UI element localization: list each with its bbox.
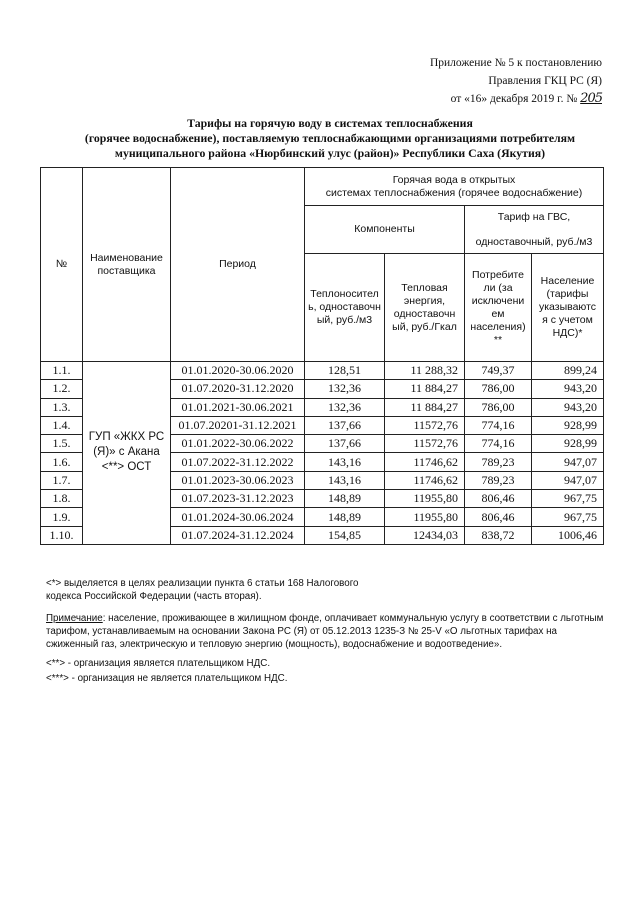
resolution-number: 205 [580,91,602,106]
header-components: Компоненты [305,206,465,254]
footnote-vat-payer: <**> - организация является плательщиком НДС. [46,658,271,669]
footnote-non-vat-payer: <***> - организация не является плательщиком НДС. [46,673,288,684]
row-num: 1.6. [41,453,83,471]
row-consumers: 789,23 [465,453,532,471]
header-group-line-1: Горячая вода в открытых [392,173,516,186]
row-period: 01.07.2024-31.12.2024 [171,526,305,544]
row-population: 967,75 [532,508,604,526]
document-title [60,116,600,161]
row-num: 1.3. [41,398,83,416]
appendix-line-2: Правления ГКЦ РС (Я) [488,75,602,87]
row-population: 1006,46 [532,526,604,544]
row-consumers: 774,16 [465,435,532,453]
row-num: 1.2. [41,380,83,398]
supplier-name: ГУП «ЖКХ РС (Я)» с Акана <**> ОСТ [83,362,171,545]
title-line-2: (горячее водоснабжение), поставляемую теплоснабжающими организациями потребителям [84,131,576,145]
row-carrier: 154,85 [305,526,385,544]
row-carrier: 128,51 [305,362,385,380]
header-carrier: Теплоносител ь, одноставочн ый, руб./м3 [305,254,385,362]
row-period: 01.01.2020-30.06.2020 [171,362,305,380]
row-consumers: 789,23 [465,471,532,489]
header-consumers: Потребите ли (за исключени ем населения) ** [465,254,532,362]
header-group [305,168,604,206]
header-num: № [41,168,83,362]
row-carrier: 132,36 [305,398,385,416]
row-consumers: 806,46 [465,508,532,526]
row-carrier: 148,89 [305,490,385,508]
title-line-1: Тарифы на горячую воду в системах теплоснабжения [187,116,473,130]
row-num: 1.5. [41,435,83,453]
row-energy: 11572,76 [385,435,465,453]
header-energy: Тепловая энергия, одноставочн ый, руб./Гкал [385,254,465,362]
title-line-3: муниципального района «Нюрбинский улус (район)» Республики Саха (Якутия) [114,146,546,160]
row-consumers: 786,00 [465,398,532,416]
appendix-line-3 [430,90,602,108]
tariff-table [40,167,604,545]
row-population: 928,99 [532,416,604,434]
row-energy: 11955,80 [385,490,465,508]
appendix-header [430,54,602,108]
row-energy: 11 884,27 [385,380,465,398]
table-row [41,362,604,380]
appendix-line-1: Приложение № 5 к постановлению [429,57,602,69]
footnote-vat-line-2: кодекса Российской Федерации (часть вторая). [46,591,262,602]
row-population: 943,20 [532,398,604,416]
row-period: 01.07.2020-31.12.2020 [171,380,305,398]
footnote-vat-line-1: <*> выделяется в целях реализации пункта 6 статьи 168 Налогового [46,578,359,589]
row-carrier: 132,36 [305,380,385,398]
row-population: 899,24 [532,362,604,380]
row-period: 01.07.20201-31.12.2021 [171,416,305,434]
row-carrier: 143,16 [305,471,385,489]
row-population: 947,07 [532,471,604,489]
row-consumers: 749,37 [465,362,532,380]
row-period: 01.07.2022-31.12.2022 [171,453,305,471]
remark-label: Примечание [46,613,103,624]
remark-text: : население, проживающее в жилищном фонде, оплачивает коммунальную услугу в соответствии с льготным тарифом, устанавливаемым на основании Закона РС (Я) от 05.12.2013 1235-З № 25-V «О льготных тарифах на сжиженный газ, электрическую и тепловую энергию (мощность), водоснабжение и водоотведение». [46,613,604,650]
row-carrier: 143,16 [305,453,385,471]
row-num: 1.1. [41,362,83,380]
row-num: 1.7. [41,471,83,489]
row-population: 943,20 [532,380,604,398]
row-population: 967,75 [532,490,604,508]
row-consumers: 774,16 [465,416,532,434]
row-energy: 11746,62 [385,471,465,489]
row-num: 1.8. [41,490,83,508]
row-period: 01.01.2023-30.06.2023 [171,471,305,489]
header-tariff [465,206,604,254]
appendix-date: от «16» декабря 2019 г. № [450,93,578,105]
row-energy: 11 884,27 [385,398,465,416]
row-carrier: 137,66 [305,416,385,434]
row-carrier: 148,89 [305,508,385,526]
remark [46,612,606,651]
row-energy: 11 288,32 [385,362,465,380]
row-consumers: 838,72 [465,526,532,544]
footnote-vat [46,577,606,603]
row-num: 1.10. [41,526,83,544]
row-num: 1.9. [41,508,83,526]
row-carrier: 137,66 [305,435,385,453]
row-energy: 11572,76 [385,416,465,434]
row-consumers: 806,46 [465,490,532,508]
header-population: Население (тарифы указываютс я с учетом НДС)* [532,254,604,362]
header-tariff-line-1: Тариф на ГВС, [497,210,571,223]
row-population: 947,07 [532,453,604,471]
row-energy: 11955,80 [385,508,465,526]
row-population: 928,99 [532,435,604,453]
row-period: 01.01.2024-30.06.2024 [171,508,305,526]
header-group-line-2: системах теплоснабжения (горячее водоснабжение) [325,186,583,199]
header-period: Период [171,168,305,362]
row-period: 01.01.2022-30.06.2022 [171,435,305,453]
row-energy: 12434,03 [385,526,465,544]
header-tariff-line-2: одноставочный, руб./м3 [475,235,593,248]
row-num: 1.4. [41,416,83,434]
header-supplier: Наименование поставщика [83,168,171,362]
row-period: 01.01.2021-30.06.2021 [171,398,305,416]
row-consumers: 786,00 [465,380,532,398]
row-energy: 11746,62 [385,453,465,471]
row-period: 01.07.2023-31.12.2023 [171,490,305,508]
